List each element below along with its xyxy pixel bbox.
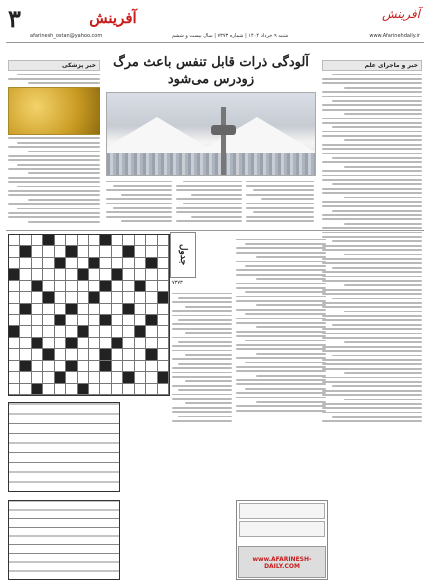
- page-number: ۳: [8, 4, 21, 33]
- sudoku-grid-2: [8, 500, 120, 580]
- puzzle-number: ۷۳۷۳: [172, 280, 183, 286]
- story-column-2: [176, 178, 242, 230]
- ad-slot-1: [239, 503, 325, 519]
- tehran-tower-photo: [106, 92, 316, 176]
- newspaper-logo: آفرینش: [89, 9, 137, 27]
- main-headline: آلودگی ذرات قابل تنفس باعث مرگ زودرس می‌شود: [113, 55, 309, 87]
- middle-lower-text: [236, 236, 326, 494]
- story-column-1: [106, 178, 172, 230]
- section-rule: [6, 230, 424, 231]
- email-address: afarinesh_ostan@yahoo.com: [30, 33, 103, 39]
- ad-slot-2: [239, 521, 325, 537]
- website-address: www.Afarinehdaily.ir: [369, 33, 420, 39]
- masthead-rule: [6, 42, 424, 43]
- left-column: [8, 60, 100, 230]
- masthead-logo-right: آفرینش: [382, 7, 420, 21]
- dateline: شنبه ۹ خرداد ۱۴۰۴ | شماره ۷۳۷۳ | سال بیست و ششم: [171, 33, 289, 39]
- puzzle-title: جدول: [170, 232, 196, 278]
- section-title-medical: خبر پزشکی: [8, 60, 100, 71]
- sudoku-grid-1: [8, 402, 120, 492]
- section-title-science: خبر و ماجرای علم: [322, 60, 422, 71]
- story-column-3: [246, 178, 314, 230]
- puzzle-clues: [172, 290, 232, 490]
- banner-text: www.AFARINESH-DAILY.COM: [252, 556, 312, 570]
- right-column: [322, 60, 422, 490]
- gold-image: [8, 87, 100, 135]
- masthead: [6, 3, 424, 41]
- website-banner: [238, 546, 326, 578]
- crossword-grid: [8, 234, 170, 396]
